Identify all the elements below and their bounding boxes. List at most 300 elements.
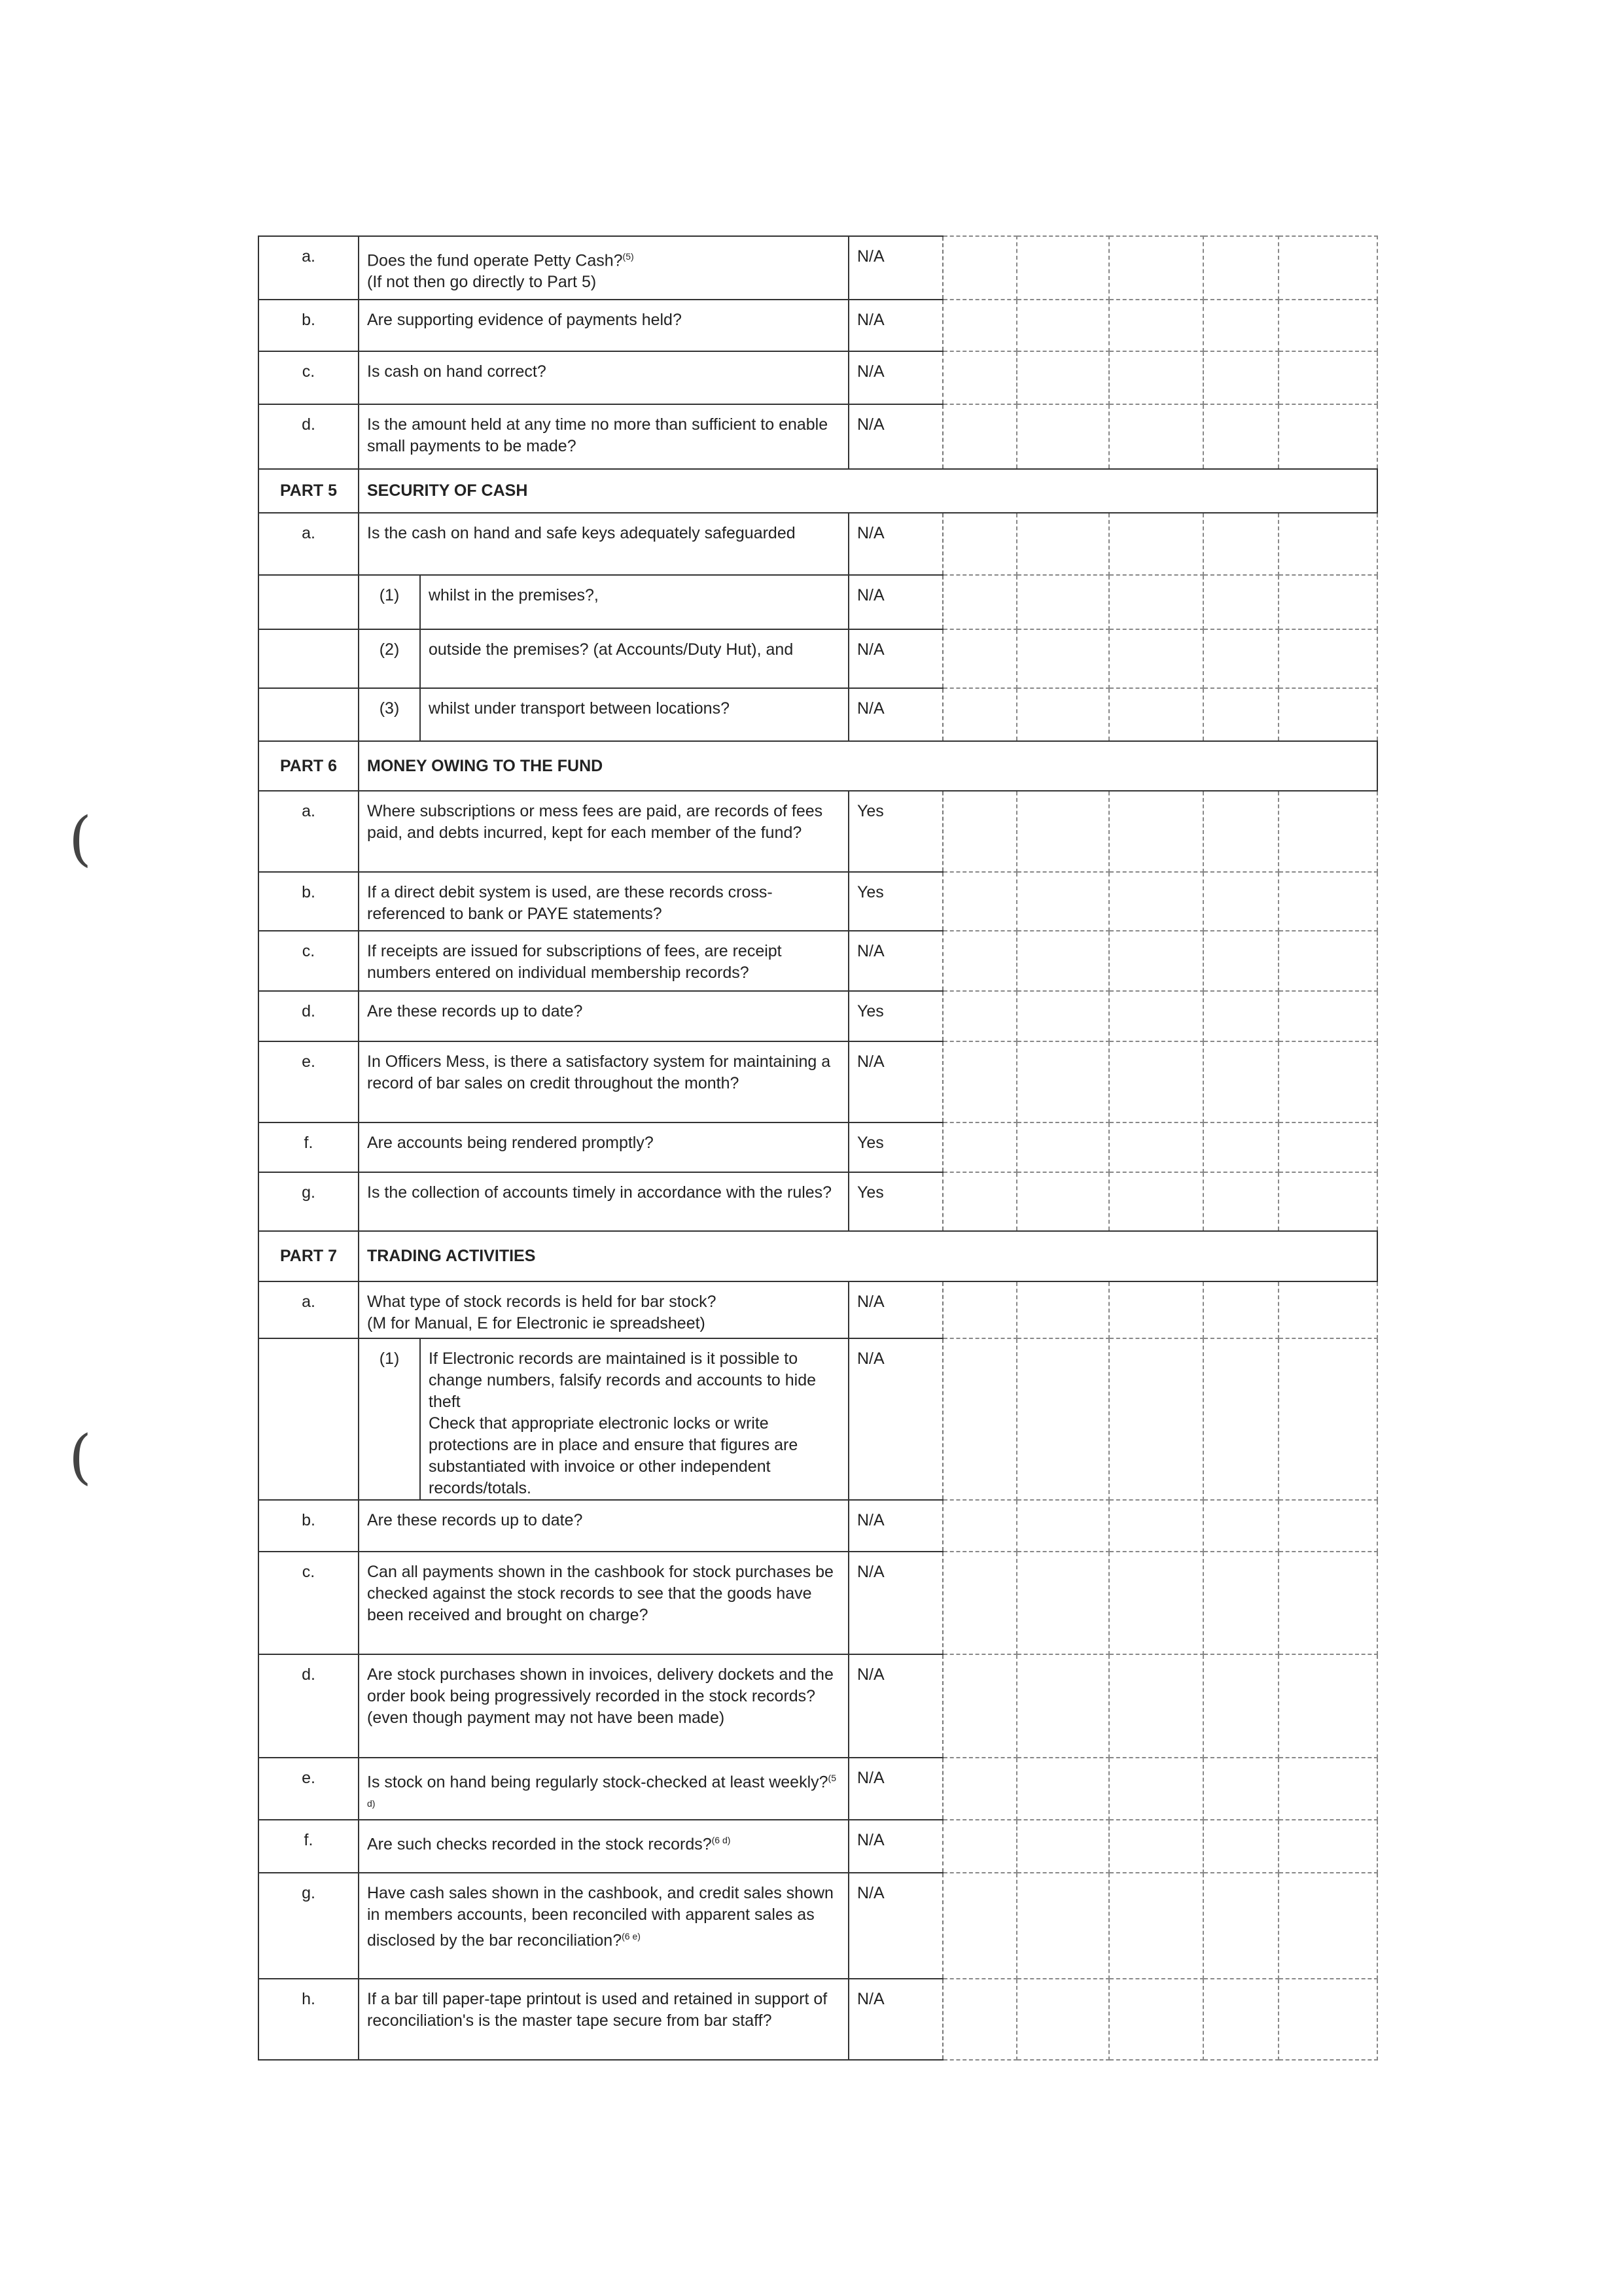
blank-cell[interactable] bbox=[1203, 1500, 1279, 1552]
question-text: Does the fund operate Petty Cash? bbox=[367, 251, 623, 270]
blank-cell[interactable] bbox=[1203, 351, 1279, 404]
blank-cell[interactable] bbox=[1017, 629, 1109, 688]
blank-cell[interactable] bbox=[1017, 351, 1109, 404]
blank-cell[interactable] bbox=[1203, 1758, 1279, 1820]
item-label bbox=[258, 1172, 359, 1231]
question bbox=[359, 1758, 849, 1820]
blank-cell[interactable] bbox=[1017, 791, 1109, 872]
answer bbox=[849, 300, 943, 351]
item-label bbox=[258, 1281, 359, 1338]
item-label-text: g. bbox=[302, 1883, 315, 1902]
table-row bbox=[258, 513, 1377, 575]
item-label-text: a. bbox=[302, 524, 315, 542]
blank-cell[interactable] bbox=[1109, 629, 1203, 688]
question bbox=[359, 1500, 849, 1552]
blank-cell[interactable] bbox=[1109, 991, 1203, 1041]
blank-cell[interactable] bbox=[943, 872, 1017, 931]
blank-cell[interactable] bbox=[1017, 1500, 1109, 1552]
blank-cell[interactable] bbox=[1279, 688, 1377, 741]
blank-cell[interactable] bbox=[1203, 236, 1279, 300]
blank-cell[interactable] bbox=[1017, 1552, 1109, 1654]
blank-cell[interactable] bbox=[1109, 1979, 1203, 2060]
blank-cell[interactable] bbox=[1279, 931, 1377, 991]
question bbox=[359, 991, 849, 1041]
blank-cell[interactable] bbox=[943, 1338, 1017, 1500]
answer-text: Yes bbox=[857, 883, 884, 901]
item-label-text: d. bbox=[302, 1665, 315, 1684]
blank-cell[interactable] bbox=[943, 1122, 1017, 1172]
item-label-text: b. bbox=[302, 311, 315, 329]
blank-cell[interactable] bbox=[1017, 1281, 1109, 1338]
answer bbox=[849, 991, 943, 1041]
blank-cell[interactable] bbox=[943, 791, 1017, 872]
blank-cell[interactable] bbox=[1109, 404, 1203, 469]
blank-cell[interactable] bbox=[1203, 513, 1279, 575]
item-label-text: b. bbox=[302, 1511, 315, 1529]
blank-cell[interactable] bbox=[1109, 1654, 1203, 1758]
question bbox=[359, 1979, 849, 2060]
blank-cell[interactable] bbox=[1017, 1041, 1109, 1122]
answer-text: N/A bbox=[857, 1563, 885, 1581]
blank-cell[interactable] bbox=[1279, 791, 1377, 872]
blank-cell[interactable] bbox=[943, 1500, 1017, 1552]
table-row bbox=[258, 236, 1377, 300]
answer bbox=[849, 931, 943, 991]
item-label-text: a. bbox=[302, 247, 315, 266]
blank-cell[interactable] bbox=[1203, 1281, 1279, 1338]
blank-cell[interactable] bbox=[1279, 1979, 1377, 2060]
part-number-text: PART 7 bbox=[279, 1247, 338, 1265]
blank-cell[interactable] bbox=[1017, 1654, 1109, 1758]
item-label-text: a. bbox=[302, 1293, 315, 1311]
question-text: Is the amount held at any time no more than sufficient to enable small payments to be made? bbox=[367, 415, 828, 455]
blank-cell[interactable] bbox=[1017, 1758, 1109, 1820]
blank-cell[interactable] bbox=[1203, 1338, 1279, 1500]
answer bbox=[849, 351, 943, 404]
blank-cell[interactable] bbox=[1109, 872, 1203, 931]
blank-cell[interactable] bbox=[1017, 575, 1109, 629]
blank-cell[interactable] bbox=[943, 629, 1017, 688]
blank-cell[interactable] bbox=[1017, 991, 1109, 1041]
answer-text: N/A bbox=[857, 1769, 885, 1787]
blank-cell[interactable] bbox=[1109, 513, 1203, 575]
answer bbox=[849, 688, 943, 741]
blank-cell[interactable] bbox=[1203, 300, 1279, 351]
item-label bbox=[258, 1552, 359, 1654]
blank-cell[interactable] bbox=[1279, 404, 1377, 469]
question bbox=[359, 1552, 849, 1654]
table-row bbox=[258, 1122, 1377, 1172]
footnote-ref: (5) bbox=[622, 251, 634, 262]
sub-item-label bbox=[359, 688, 420, 741]
part-title bbox=[359, 469, 1377, 513]
answer-text: N/A bbox=[857, 247, 885, 266]
blank-cell[interactable] bbox=[1279, 1654, 1377, 1758]
item-label bbox=[258, 629, 359, 688]
item-label bbox=[258, 1500, 359, 1552]
question bbox=[359, 1654, 849, 1758]
answer bbox=[849, 1873, 943, 1979]
blank-cell[interactable] bbox=[1109, 1172, 1203, 1231]
table-row bbox=[258, 351, 1377, 404]
answer-text: N/A bbox=[857, 1989, 885, 2008]
blank-cell[interactable] bbox=[1203, 1041, 1279, 1122]
question-text: Are stock purchases shown in invoices, delivery dockets and the order book being progressively recorded in the stock records? (even though payment may not have been made) bbox=[367, 1665, 834, 1727]
item-label bbox=[258, 404, 359, 469]
blank-cell[interactable] bbox=[1279, 351, 1377, 404]
blank-cell[interactable] bbox=[943, 236, 1017, 300]
question-note: Check that appropriate electronic locks or write protections are in place and ensure that figures are substantiated with invoice or other independent records/totals. bbox=[429, 1414, 798, 1497]
item-label bbox=[258, 351, 359, 404]
item-label bbox=[258, 1873, 359, 1979]
part-number-text: PART 6 bbox=[279, 756, 338, 775]
part-number bbox=[258, 469, 359, 513]
question-text: If a direct debit system is used, are these records cross-referenced to bank or PAYE statements? bbox=[367, 883, 773, 923]
answer-text: N/A bbox=[857, 586, 885, 604]
question-text: In Officers Mess, is there a satisfactory system for maintaining a record of bar sales on credit throughout the month? bbox=[367, 1052, 831, 1092]
table-row bbox=[258, 575, 1377, 629]
answer bbox=[849, 513, 943, 575]
question-text: whilst under transport between locations? bbox=[429, 699, 730, 718]
item-label-text: e. bbox=[302, 1052, 315, 1071]
blank-cell[interactable] bbox=[1203, 1654, 1279, 1758]
blank-cell[interactable] bbox=[1279, 1172, 1377, 1231]
question-text: If Electronic records are maintained is it possible to change numbers, falsify records and accounts to hide theft bbox=[429, 1349, 817, 1411]
scan-mark: ( bbox=[69, 805, 92, 873]
answer bbox=[849, 872, 943, 931]
blank-cell[interactable] bbox=[1203, 991, 1279, 1041]
answer bbox=[849, 1500, 943, 1552]
blank-cell[interactable] bbox=[1279, 872, 1377, 931]
blank-cell[interactable] bbox=[1017, 931, 1109, 991]
sub-item-label-text: (2) bbox=[379, 640, 400, 659]
answer bbox=[849, 1281, 943, 1338]
blank-cell[interactable] bbox=[943, 1873, 1017, 1979]
question-text: Is the collection of accounts timely in accordance with the rules? bbox=[367, 1183, 832, 1202]
blank-cell[interactable] bbox=[943, 404, 1017, 469]
blank-cell[interactable] bbox=[1279, 1820, 1377, 1873]
question-note: (M for Manual, E for Electronic ie spreadsheet) bbox=[367, 1314, 705, 1332]
question-text: Are these records up to date? bbox=[367, 1002, 583, 1020]
question bbox=[359, 872, 849, 931]
question-text: whilst in the premises?, bbox=[429, 586, 599, 604]
part-number bbox=[258, 741, 359, 791]
blank-cell[interactable] bbox=[943, 688, 1017, 741]
item-label bbox=[258, 1758, 359, 1820]
blank-cell[interactable] bbox=[1203, 575, 1279, 629]
answer-text: N/A bbox=[857, 1883, 885, 1902]
blank-cell[interactable] bbox=[1017, 300, 1109, 351]
blank-cell[interactable] bbox=[943, 1041, 1017, 1122]
answer bbox=[849, 1552, 943, 1654]
sub-item-label bbox=[359, 1338, 420, 1500]
answer-text: Yes bbox=[857, 802, 884, 820]
answer-text: Yes bbox=[857, 1183, 884, 1202]
blank-cell[interactable] bbox=[943, 991, 1017, 1041]
part-number bbox=[258, 1231, 359, 1281]
answer bbox=[849, 1172, 943, 1231]
part-header bbox=[258, 469, 1377, 513]
blank-cell[interactable] bbox=[1203, 404, 1279, 469]
table-row bbox=[258, 688, 1377, 741]
blank-cell[interactable] bbox=[1279, 300, 1377, 351]
blank-cell[interactable] bbox=[1109, 575, 1203, 629]
item-label bbox=[258, 236, 359, 300]
question-text: Are such checks recorded in the stock records? bbox=[367, 1834, 712, 1853]
question bbox=[359, 1873, 849, 1979]
blank-cell[interactable] bbox=[1203, 1873, 1279, 1979]
item-label-text: h. bbox=[302, 1989, 315, 2008]
blank-cell[interactable] bbox=[1109, 1338, 1203, 1500]
answer bbox=[849, 575, 943, 629]
blank-cell[interactable] bbox=[943, 513, 1017, 575]
blank-cell[interactable] bbox=[1109, 1758, 1203, 1820]
question bbox=[359, 931, 849, 991]
blank-cell[interactable] bbox=[1017, 513, 1109, 575]
blank-cell[interactable] bbox=[1279, 1500, 1377, 1552]
answer bbox=[849, 1758, 943, 1820]
blank-cell[interactable] bbox=[1279, 1758, 1377, 1820]
table-row bbox=[258, 1758, 1377, 1820]
blank-cell[interactable] bbox=[1017, 688, 1109, 741]
table-row bbox=[258, 629, 1377, 688]
blank-cell[interactable] bbox=[1203, 629, 1279, 688]
blank-cell[interactable] bbox=[943, 351, 1017, 404]
blank-cell[interactable] bbox=[943, 1172, 1017, 1231]
question bbox=[359, 351, 849, 404]
blank-cell[interactable] bbox=[1017, 872, 1109, 931]
part-number-text: PART 5 bbox=[279, 481, 338, 500]
answer-text: N/A bbox=[857, 362, 885, 381]
blank-cell[interactable] bbox=[1203, 931, 1279, 991]
table-row bbox=[258, 1654, 1377, 1758]
item-label bbox=[258, 872, 359, 931]
blank-cell[interactable] bbox=[1203, 1979, 1279, 2060]
answer-text: N/A bbox=[857, 1293, 885, 1311]
question-text: Are these records up to date? bbox=[367, 1511, 583, 1529]
answer bbox=[849, 1338, 943, 1500]
blank-cell[interactable] bbox=[1203, 791, 1279, 872]
table-row bbox=[258, 1172, 1377, 1231]
answer-text: N/A bbox=[857, 311, 885, 329]
item-label bbox=[258, 1654, 359, 1758]
blank-cell[interactable] bbox=[1279, 1552, 1377, 1654]
question bbox=[359, 236, 849, 300]
blank-cell[interactable] bbox=[1017, 1873, 1109, 1979]
answer bbox=[849, 1041, 943, 1122]
question bbox=[359, 300, 849, 351]
blank-cell[interactable] bbox=[1109, 351, 1203, 404]
item-label-text: d. bbox=[302, 415, 315, 434]
table-row bbox=[258, 1041, 1377, 1122]
blank-cell[interactable] bbox=[1109, 1500, 1203, 1552]
blank-cell[interactable] bbox=[943, 575, 1017, 629]
answer bbox=[849, 1979, 943, 2060]
blank-cell[interactable] bbox=[1109, 1041, 1203, 1122]
blank-cell[interactable] bbox=[1017, 236, 1109, 300]
footnote-ref: (6 e) bbox=[622, 1930, 641, 1941]
blank-cell[interactable] bbox=[1279, 991, 1377, 1041]
part-title-text: MONEY OWING TO THE FUND bbox=[367, 756, 603, 775]
question-text: Is cash on hand correct? bbox=[367, 362, 546, 381]
blank-cell[interactable] bbox=[1279, 1281, 1377, 1338]
checklist-table bbox=[258, 235, 1378, 2061]
item-label-text: b. bbox=[302, 883, 315, 901]
question-text: outside the premises? (at Accounts/Duty Hut), and bbox=[429, 640, 794, 659]
part-title-text: TRADING ACTIVITIES bbox=[367, 1247, 536, 1265]
blank-cell[interactable] bbox=[943, 1552, 1017, 1654]
answer bbox=[849, 236, 943, 300]
blank-cell[interactable] bbox=[1279, 575, 1377, 629]
part-title bbox=[359, 741, 1377, 791]
answer-text: N/A bbox=[857, 1511, 885, 1529]
item-label bbox=[258, 1979, 359, 2060]
item-label-text: c. bbox=[302, 942, 315, 960]
blank-cell[interactable] bbox=[1017, 1979, 1109, 2060]
sub-item-label-text: (1) bbox=[379, 586, 400, 604]
blank-cell[interactable] bbox=[943, 1758, 1017, 1820]
question bbox=[359, 404, 849, 469]
part-header bbox=[258, 741, 1377, 791]
item-label bbox=[258, 791, 359, 872]
question bbox=[420, 575, 849, 629]
item-label bbox=[258, 931, 359, 991]
blank-cell[interactable] bbox=[1279, 1338, 1377, 1500]
blank-cell[interactable] bbox=[1109, 1122, 1203, 1172]
part-header bbox=[258, 1231, 1377, 1281]
blank-cell[interactable] bbox=[1203, 872, 1279, 931]
answer-text: N/A bbox=[857, 415, 885, 434]
blank-cell[interactable] bbox=[1279, 1122, 1377, 1172]
blank-cell[interactable] bbox=[1017, 1338, 1109, 1500]
item-label bbox=[258, 575, 359, 629]
answer-text: N/A bbox=[857, 1830, 885, 1849]
answer bbox=[849, 791, 943, 872]
blank-cell[interactable] bbox=[943, 300, 1017, 351]
question-text: What type of stock records is held for bar stock? bbox=[367, 1293, 716, 1311]
blank-cell[interactable] bbox=[1279, 236, 1377, 300]
table-row bbox=[258, 1873, 1377, 1979]
table-row bbox=[258, 404, 1377, 469]
table-row bbox=[258, 1820, 1377, 1873]
sub-item-label-text: (3) bbox=[379, 699, 400, 718]
question bbox=[359, 1041, 849, 1122]
question bbox=[359, 1820, 849, 1873]
blank-cell[interactable] bbox=[943, 931, 1017, 991]
table-row bbox=[258, 1979, 1377, 2060]
part-title bbox=[359, 1231, 1377, 1281]
item-label bbox=[258, 1338, 359, 1500]
answer bbox=[849, 1820, 943, 1873]
table-row bbox=[258, 1338, 1377, 1500]
question-text: Is the cash on hand and safe keys adequately safeguarded bbox=[367, 524, 796, 542]
question bbox=[359, 1122, 849, 1172]
answer-text: N/A bbox=[857, 1665, 885, 1684]
blank-cell[interactable] bbox=[1017, 1172, 1109, 1231]
blank-cell[interactable] bbox=[1109, 236, 1203, 300]
blank-cell[interactable] bbox=[1017, 404, 1109, 469]
question bbox=[359, 1281, 849, 1338]
blank-cell[interactable] bbox=[1109, 1820, 1203, 1873]
answer-text: N/A bbox=[857, 942, 885, 960]
table-row bbox=[258, 991, 1377, 1041]
table-row bbox=[258, 872, 1377, 931]
blank-cell[interactable] bbox=[1109, 688, 1203, 741]
question bbox=[420, 688, 849, 741]
question-text: If a bar till paper-tape printout is used and retained in support of reconciliation's is the master tape secure from bar staff? bbox=[367, 1989, 828, 2030]
scan-mark: ( bbox=[69, 1423, 92, 1491]
answer-text: Yes bbox=[857, 1002, 884, 1020]
blank-cell[interactable] bbox=[1203, 1122, 1279, 1172]
blank-cell[interactable] bbox=[1109, 1281, 1203, 1338]
sub-item-label-text: (1) bbox=[379, 1349, 400, 1368]
question bbox=[359, 1172, 849, 1231]
blank-cell[interactable] bbox=[943, 1654, 1017, 1758]
item-label-text: a. bbox=[302, 802, 315, 820]
question bbox=[359, 513, 849, 575]
blank-cell[interactable] bbox=[1279, 1873, 1377, 1979]
item-label bbox=[258, 300, 359, 351]
answer bbox=[849, 404, 943, 469]
blank-cell[interactable] bbox=[1279, 1041, 1377, 1122]
blank-cell[interactable] bbox=[1203, 1820, 1279, 1873]
footnote-ref: (6 d) bbox=[711, 1834, 731, 1845]
item-label-text: e. bbox=[302, 1769, 315, 1787]
table-row bbox=[258, 300, 1377, 351]
blank-cell[interactable] bbox=[1017, 1122, 1109, 1172]
footnote-ref: (5 d) bbox=[367, 1773, 836, 1809]
blank-cell[interactable] bbox=[1279, 629, 1377, 688]
blank-cell[interactable] bbox=[943, 1820, 1017, 1873]
blank-cell[interactable] bbox=[943, 1979, 1017, 2060]
item-label bbox=[258, 1122, 359, 1172]
blank-cell[interactable] bbox=[1109, 931, 1203, 991]
blank-cell[interactable] bbox=[1109, 300, 1203, 351]
blank-cell[interactable] bbox=[1203, 1172, 1279, 1231]
question-text: Can all payments shown in the cashbook for stock purchases be checked against the stock records to see that the goods have been received and brought on charge? bbox=[367, 1563, 834, 1624]
blank-cell[interactable] bbox=[1109, 791, 1203, 872]
item-label-text: d. bbox=[302, 1002, 315, 1020]
item-label bbox=[258, 991, 359, 1041]
blank-cell[interactable] bbox=[1017, 1820, 1109, 1873]
blank-cell[interactable] bbox=[1279, 513, 1377, 575]
question bbox=[359, 791, 849, 872]
answer-text: N/A bbox=[857, 640, 885, 659]
answer-text: N/A bbox=[857, 1052, 885, 1071]
blank-cell[interactable] bbox=[1109, 1552, 1203, 1654]
table-row bbox=[258, 931, 1377, 991]
question-text: Where subscriptions or mess fees are paid, are records of fees paid, and debts incurred, kept for each member of the fund? bbox=[367, 802, 823, 842]
table-row bbox=[258, 1552, 1377, 1654]
question bbox=[420, 629, 849, 688]
table-row bbox=[258, 1500, 1377, 1552]
question-text: Are supporting evidence of payments held? bbox=[367, 311, 682, 329]
blank-cell[interactable] bbox=[943, 1281, 1017, 1338]
question-text: Are accounts being rendered promptly? bbox=[367, 1134, 654, 1152]
table-row bbox=[258, 791, 1377, 872]
blank-cell[interactable] bbox=[1203, 688, 1279, 741]
item-label bbox=[258, 513, 359, 575]
item-label-text: c. bbox=[302, 362, 315, 381]
item-label bbox=[258, 1820, 359, 1873]
blank-cell[interactable] bbox=[1203, 1552, 1279, 1654]
answer bbox=[849, 1122, 943, 1172]
answer bbox=[849, 629, 943, 688]
sub-item-label bbox=[359, 575, 420, 629]
blank-cell[interactable] bbox=[1109, 1873, 1203, 1979]
answer-text: N/A bbox=[857, 1349, 885, 1368]
question-note: (If not then go directly to Part 5) bbox=[367, 273, 597, 292]
